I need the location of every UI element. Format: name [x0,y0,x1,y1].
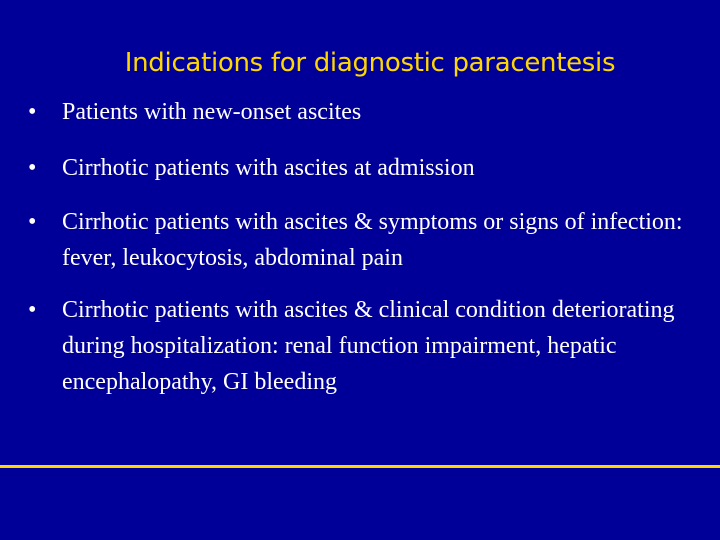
bullet-text: Cirrhotic patients with ascites at admission [62,155,475,181]
slide-title: Indications for diagnostic paracentesis [124,48,616,78]
bullet-item [28,94,698,130]
bullet-dot-icon: • [28,155,37,181]
bullet-list [28,94,698,400]
bullet-dot-icon: • [28,297,37,323]
bullet-text: Patients with new-onset ascites [62,99,362,125]
bullet-dot-icon: • [28,209,37,235]
bullet-text: Cirrhotic patients with ascites & symptoms or signs of infection: fever, leukocytosis, abdominal pain [62,209,683,271]
bullet-item [28,204,698,276]
bullet-text: Cirrhotic patients with ascites & clinical condition deteriorating during hospitalization: renal function impairment, hepatic encephalopathy, GI bleeding [62,297,675,395]
divider-rule [0,465,720,468]
bullet-dot-icon: • [28,99,37,125]
bullet-item [28,150,698,186]
bullet-item [28,292,698,400]
